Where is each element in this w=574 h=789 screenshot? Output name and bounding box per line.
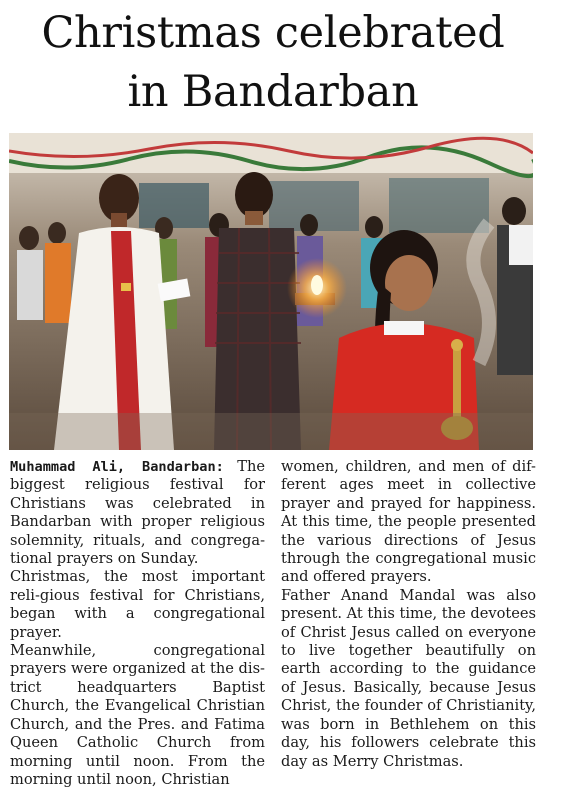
lead-text: The biggest religious festival for Christians was celebrated in Bandarban with proper religious solemnity, rituals, and congrega-tional prayers on Sunday.: [10, 458, 265, 568]
article-paragraph-2: Christmas, the most important reli-gious festival for Christians, began with a congregational prayer.: [10, 568, 265, 641]
article-paragraph-3: Meanwhile, congregational prayers were organized at the dis-trict headquarters Baptist Church, the Evangelical Christian Church, and the Pres. and Fatima Queen Catholic Church from morning until noon. From the morning until noon, Christian: [10, 642, 265, 788]
article-paragraph-1: [10, 458, 265, 568]
christmas-procession-photo: [9, 133, 533, 450]
article-paragraph-4: women, children, and men of dif-ferent ages meet in collective prayer and prayed for happiness. At this time, the people presented the various directions of Jesus through the congregational music and offered prayers.: [281, 458, 536, 586]
article-column-left: [10, 458, 265, 789]
headline: [8, 4, 538, 122]
byline: Muhammad Ali, Bandarban:: [10, 459, 224, 475]
article-paragraph-5: Father Anand Mandal was also present. At this time, the devotees of Christ Jesus called on everyone to live together beautifully on earth according to the guidance of Jesus. Basically, because Jesus Christ, the founder of Christianity, was born in Bethlehem on this day, his followers celebrate this day as Merry Christmas.: [281, 586, 536, 770]
headline-line-2: in Bandarban: [127, 67, 419, 117]
article-column-right: [281, 458, 536, 771]
headline-line-1: Christmas celebrated: [41, 8, 505, 58]
